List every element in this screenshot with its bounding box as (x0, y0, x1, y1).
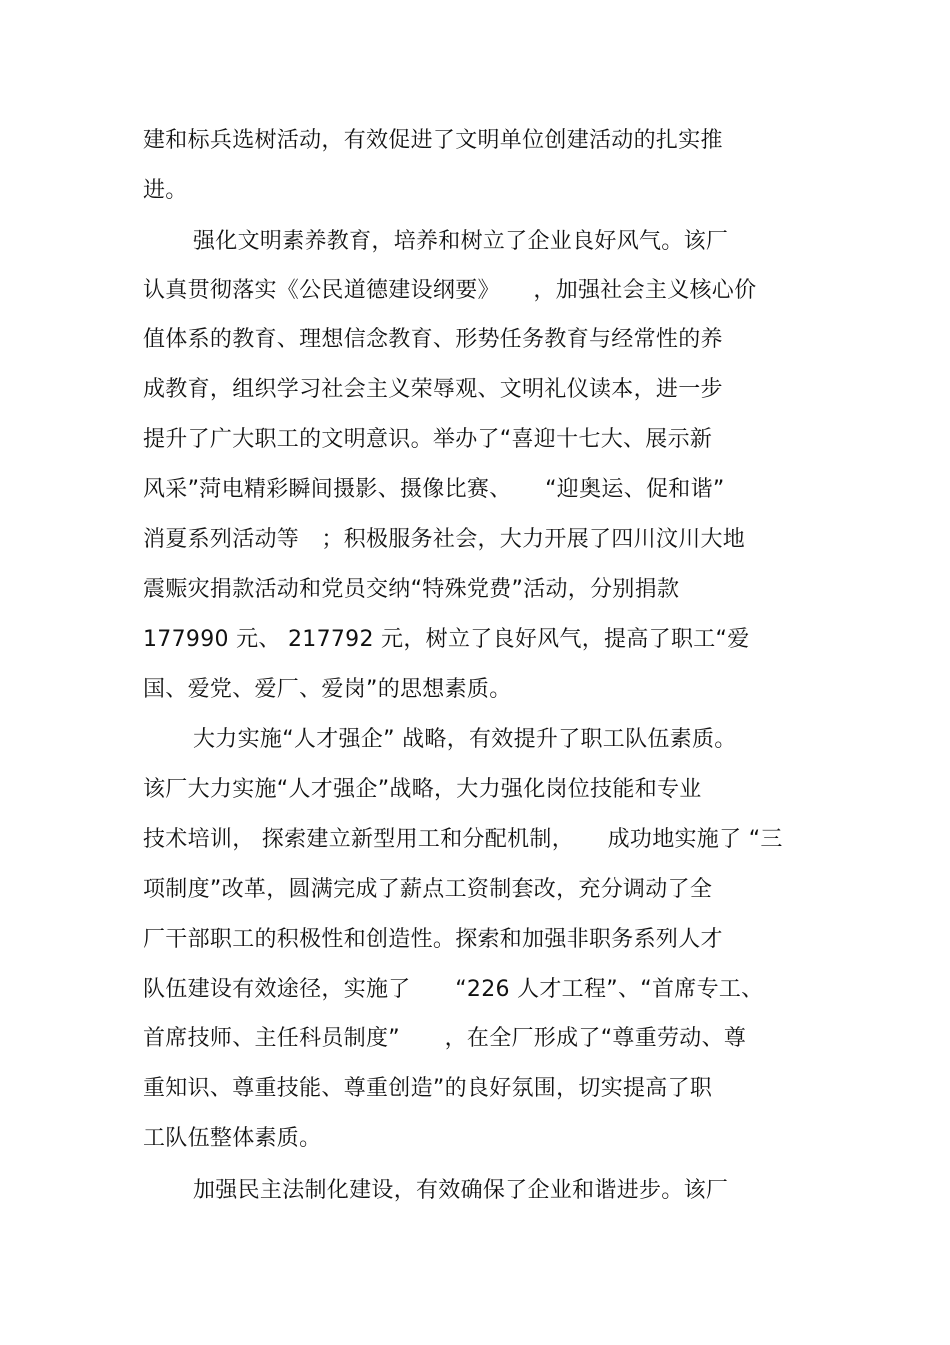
text-line: 进。 (143, 178, 188, 203)
paragraph-start-line: 大力实施“人才强企” 战略，有效提升了职工队伍素质。 (193, 727, 737, 752)
paragraph-start-line: 加强民主法制化建设，有效确保了企业和谐进步。该厂 (193, 1178, 729, 1203)
text-line: 重知识、尊重技能、尊重创造”的良好氛围，切实提高了职 (143, 1076, 713, 1101)
text-line: 值体系的教育、理想信念教育、形势任务教育与经常性的养 (143, 327, 723, 352)
text-line: 消夏系列活动等 ；积极服务社会，大力开展了四川汶川大地 (143, 527, 746, 552)
text-line: 提升了广大职工的文明意识。举办了“喜迎十七大、展示新 (143, 427, 713, 452)
text-line: 177990 元、 217792 元，树立了良好风气，提高了职工“爱 (143, 627, 750, 652)
text-line: 成教育，组织学习社会主义荣辱观、文明礼仪读本，进一步 (143, 377, 723, 402)
text-line: 厂干部职工的积极性和创造性。探索和加强非职务系列人才 (143, 927, 723, 952)
text-line: 震赈灾捐款活动和党员交纳“特殊党费”活动，分别捐款 (143, 577, 680, 602)
text-line: 项制度”改革，圆满完成了薪点工资制套改，充分调动了全 (143, 877, 713, 902)
text-line: 首席技师、主任科员制度” ，在全厂形成了“尊重劳动、尊 (143, 1026, 747, 1051)
text-line: 风采”菏电精彩瞬间摄影、摄像比赛、 “迎奥运、促和谐” (143, 477, 725, 502)
text-line: 该厂大力实施“人才强企”战略，大力强化岗位技能和专业 (143, 777, 702, 802)
paragraph-start-line: 强化文明素养教育，培养和树立了企业良好风气。该厂 (193, 229, 729, 254)
text-line: 认真贯彻落实《公民道德建设纲要》 ，加强社会主义核心价 (143, 278, 757, 303)
text-line: 建和标兵选树活动，有效促进了文明单位创建活动的扎实推 (143, 128, 723, 153)
text-line: 技术培训， 探索建立新型用工和分配机制， 成功地实施了 “三 (143, 827, 783, 852)
text-line: 国、爱党、爱厂、爱岗”的思想素质。 (143, 677, 512, 702)
text-line: 工队伍整体素质。 (143, 1126, 322, 1151)
text-line: 队伍建设有效途径，实施了 “226 人才工程”、“首席专工、 (143, 977, 764, 1002)
